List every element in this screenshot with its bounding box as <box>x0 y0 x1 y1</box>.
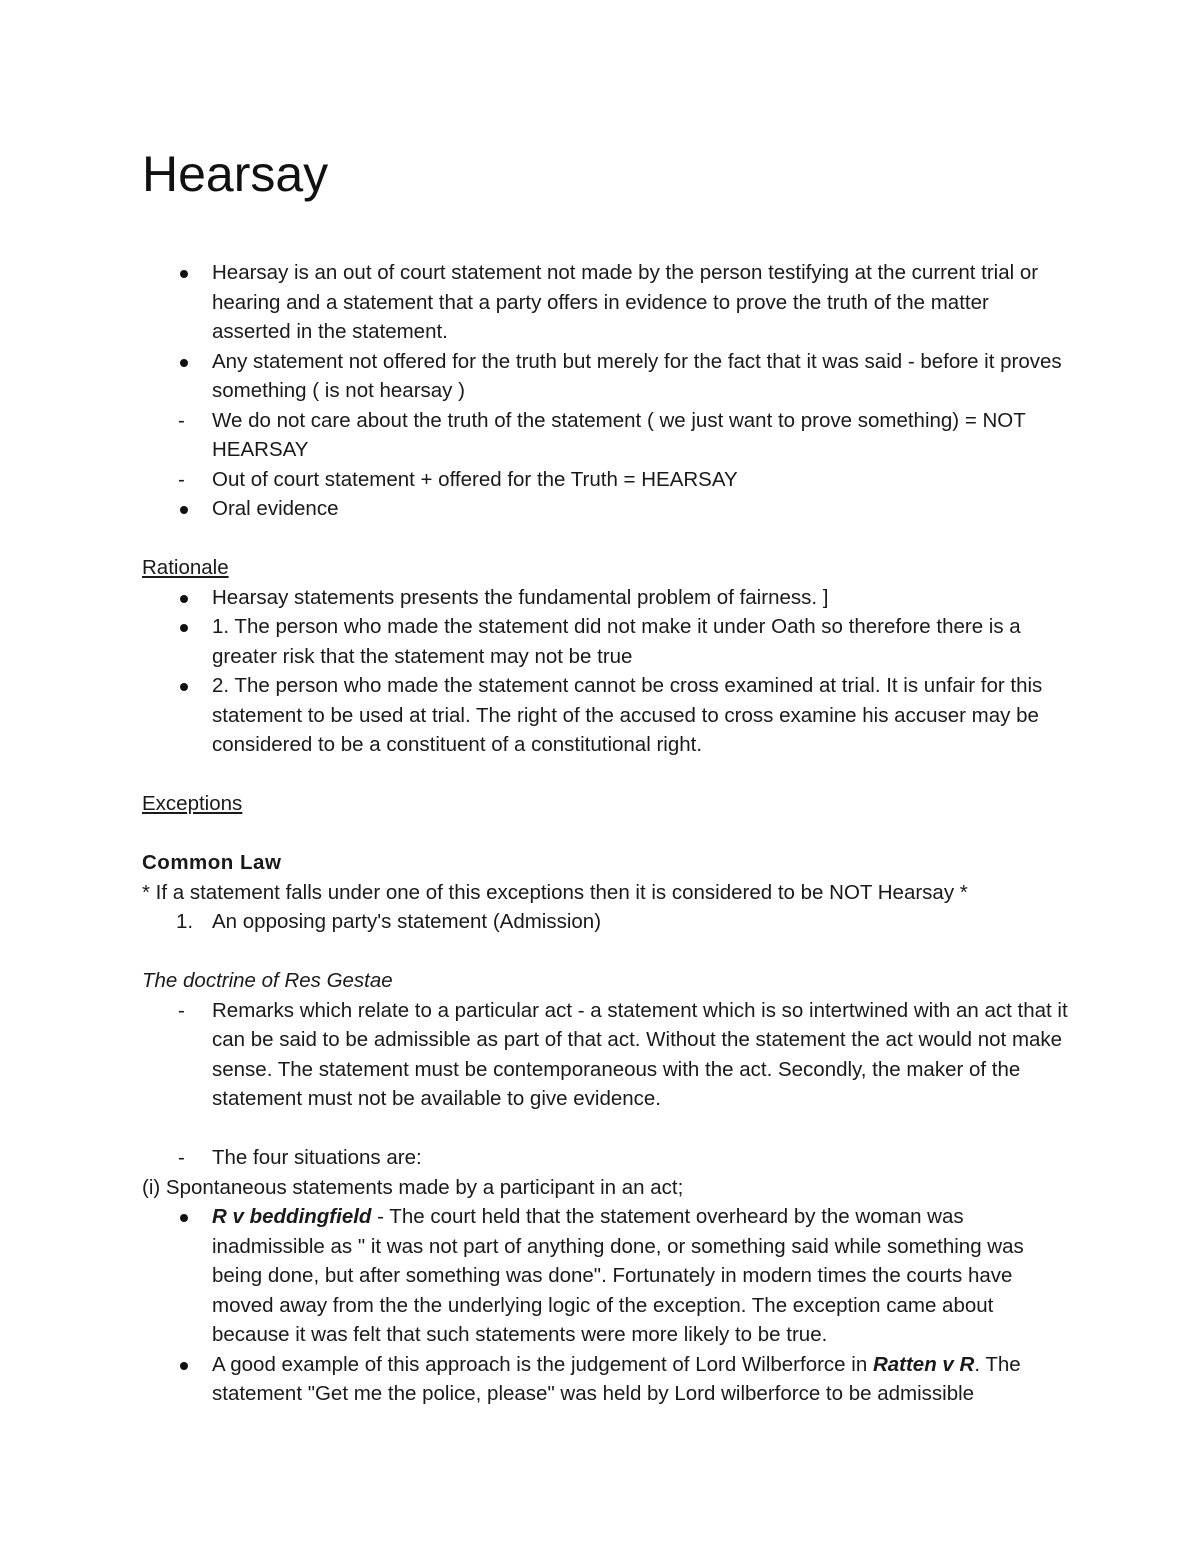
list-item: - Remarks which relate to a particular act - a statement which is so intertwined with an act that it can be said to be admissible as part of that act. Without the statement the act would not make sense. The statement must be contemporaneous with the act. Secondly, the maker of the statement must not be available to give evidence. <box>142 996 1072 1114</box>
dash-icon: - <box>178 998 185 1022</box>
bullet-icon <box>180 1362 188 1370</box>
dash-icon: - <box>178 1146 185 1169</box>
situation-text: (i) Spontaneous statements made by a participant in an act; <box>142 1175 684 1199</box>
list-item: 1. An opposing party's statement (Admission) <box>142 907 1072 937</box>
list-item: A good example of this approach is the judgement of Lord Wilberforce in Ratten v R. The statement "Get me the police, please" was held by Lord wilberforce to be admissible <box>142 1350 1072 1409</box>
list-item: - We do not care about the truth of the statement ( we just want to prove something) = NOT HEARSAY <box>142 406 1072 465</box>
list-item: R v beddingfield - The court held that the statement overheard by the woman was inadmissible as " it was not part of anything done, or something said while something was being done, but after something was done". Fortunately in modern times the courts have moved away from the the underlying logic of the exception. The exception came about because it was felt that such statements were more likely to be true. <box>142 1202 1072 1350</box>
bullet-icon <box>180 1214 188 1222</box>
case-name: R v beddingfield <box>212 1205 372 1228</box>
list-item: Oral evidence <box>142 494 1072 524</box>
rationale-heading: Rationale <box>142 556 229 579</box>
list-item: - Out of court statement + offered for the Truth = HEARSAY <box>142 465 1072 495</box>
res-gestae-heading: The doctrine of Res Gestae <box>142 969 393 992</box>
common-law-note: * If a statement falls under one of this exceptions then it is considered to be NOT Hearsay * <box>142 880 968 904</box>
bullet-icon <box>180 683 188 691</box>
list-item: Hearsay statements presents the fundamental problem of fairness. ] <box>142 583 1072 613</box>
bullet-icon <box>180 595 188 603</box>
list-item: - The four situations are: <box>142 1143 1072 1173</box>
list-item: Any statement not offered for the truth but merely for the fact that it was said - before it proves something ( is not hearsay ) <box>142 347 1072 406</box>
common-law-heading: Common Law <box>142 851 282 874</box>
case-name: Ratten v R <box>872 1352 975 1376</box>
bullet-icon <box>180 270 188 278</box>
dash-icon: - <box>178 467 185 491</box>
bullet-icon <box>180 506 188 514</box>
exceptions-heading: Exceptions <box>142 792 243 815</box>
list-item: 2. The person who made the statement cannot be cross examined at trial. It is unfair for this statement to be used at trial. The right of the accused to cross examine his accuser may be considered to be a constituent of a constitutional right. <box>142 671 1072 760</box>
list-item: 1. The person who made the statement did not make it under Oath so therefore there is a greater risk that the statement may not be true <box>142 612 1072 671</box>
bullet-icon <box>180 359 188 367</box>
document-body <box>142 258 1072 1409</box>
page-title: Hearsay <box>142 146 329 202</box>
list-item: Hearsay is an out of court statement not made by the person testifying at the current trial or hearing and a statement that a party offers in evidence to prove the truth of the matter asserted in the statement. <box>142 258 1072 347</box>
list-number: 1. <box>176 910 194 933</box>
dash-icon: - <box>178 408 185 432</box>
bullet-icon <box>180 624 188 632</box>
